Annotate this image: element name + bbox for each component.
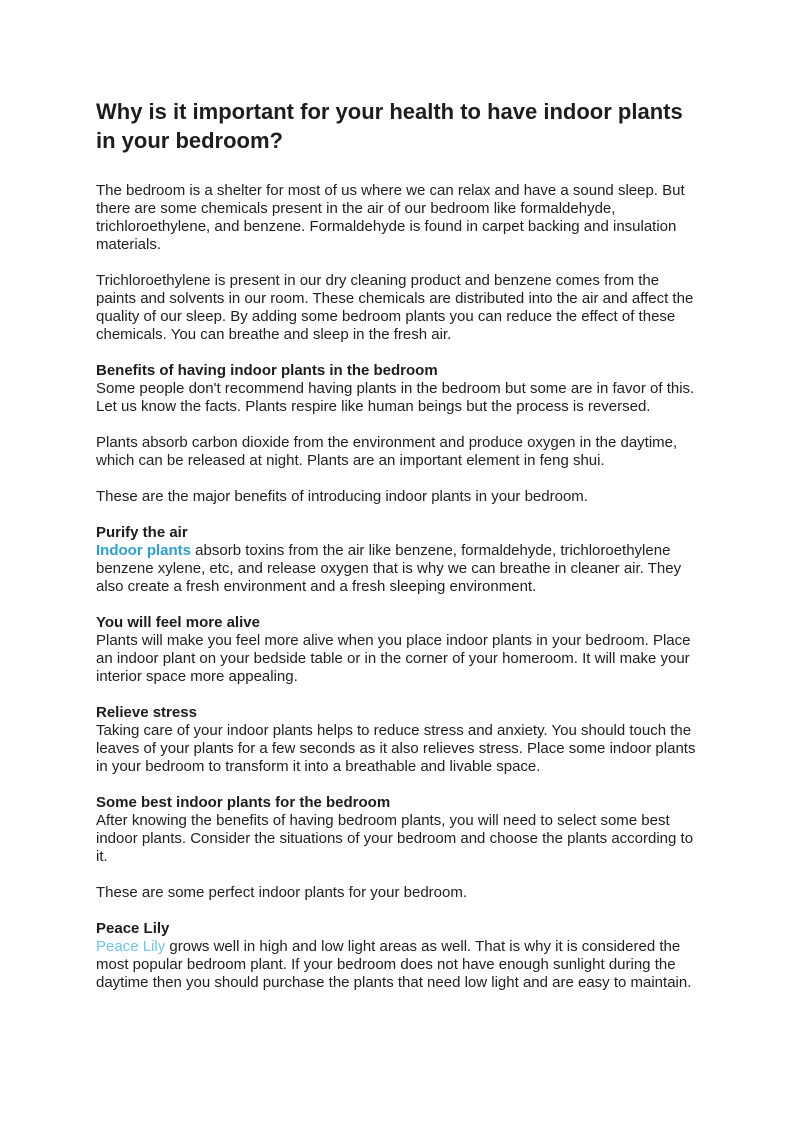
purify-paragraph xyxy=(96,542,700,596)
benefits-paragraph-2: Plants absorb carbon dioxide from the environment and produce oxygen in the daytime, which can be released at night. Plants are an important element in feng shui. xyxy=(96,434,678,469)
alive-paragraph: Plants will make you feel more alive when you place indoor plants in your bedroom. Place an indoor plant on your bedside table or in the corner of your homeroom. It will make your interior space more appealing. xyxy=(96,632,691,685)
best-paragraph-2: These are some perfect indoor plants for your bedroom. xyxy=(96,884,468,901)
purify-paragraph-text: absorb toxins from the air like benzene, formaldehyde, trichloroethylene benzene xylene, etc, and release oxygen that is why we can breathe in cleaner air. They also create a fresh environment and a fresh sleeping environment. xyxy=(96,542,682,595)
peace-lily-link[interactable]: Peace Lily xyxy=(96,938,166,955)
indoor-plants-link[interactable]: Indoor plants xyxy=(96,542,191,559)
peace-lily-paragraph xyxy=(96,938,700,992)
heading-benefits: Benefits of having indoor plants in the bedroom xyxy=(96,362,438,379)
intro-paragraph-1: The bedroom is a shelter for most of us where we can relax and have a sound sleep. But there are some chemicals present in the air of our bedroom like formaldehyde, trichloroethylene, and benzene. Formaldehyde is found in carpet backing and insulation materials. xyxy=(96,182,685,253)
intro-paragraph-2: Trichloroethylene is present in our dry cleaning product and benzene comes from the paints and solvents in our room. These chemicals are distributed into the air and affect the quality of our sleep. By adding some bedroom plants you can reduce the effect of these chemicals. You can breathe and sleep in the fresh air. xyxy=(96,272,694,343)
benefits-paragraph-1: Some people don't recommend having plants in the bedroom but some are in favor of this. Let us know the facts. Plants respire like human beings but the process is reversed. xyxy=(96,380,695,415)
heading-relieve-stress: Relieve stress xyxy=(96,704,197,721)
heading-purify-the-air: Purify the air xyxy=(96,524,188,541)
heading-peace-lily: Peace Lily xyxy=(96,920,170,937)
benefits-paragraph-3: These are the major benefits of introducing indoor plants in your bedroom. xyxy=(96,488,588,505)
heading-feel-more-alive: You will feel more alive xyxy=(96,614,260,631)
heading-best-indoor-plants: Some best indoor plants for the bedroom xyxy=(96,794,391,811)
stress-paragraph: Taking care of your indoor plants helps to reduce stress and anxiety. You should touch the leaves of your plants for a few seconds as it also relieves stress. Place some indoor plants in your bedroom to transform it into a breathable and livable space. xyxy=(96,722,696,775)
page-title: Why is it important for your health to have indoor plants in your bedroom? xyxy=(96,99,683,153)
best-paragraph-1: After knowing the benefits of having bedroom plants, you will need to select some best indoor plants. Consider the situations of your bedroom and choose the plants according to it. xyxy=(96,812,694,865)
peace-lily-paragraph-text: grows well in high and low light areas as well. That is why it is considered the most popular bedroom plant. If your bedroom does not have enough sunlight during the daytime then you should purchase the plants that need low light and are easy to maintain. xyxy=(96,938,692,991)
